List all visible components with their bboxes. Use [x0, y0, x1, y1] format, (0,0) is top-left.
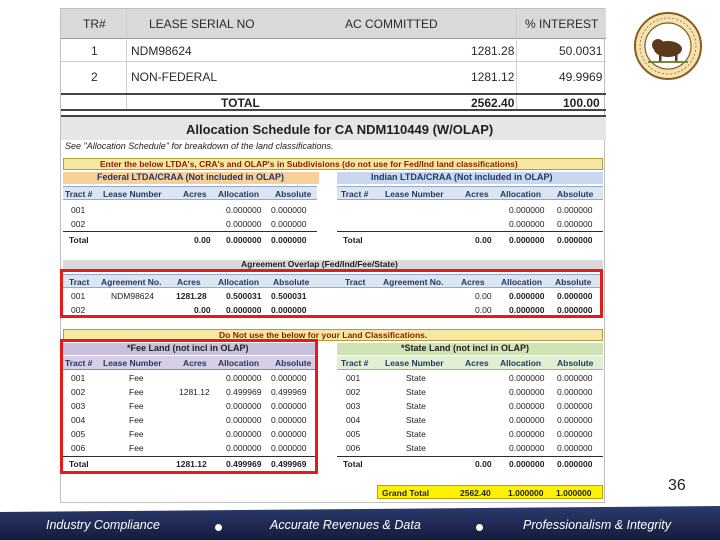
hdr-lease: Lease Number — [103, 189, 162, 199]
federal-title: Federal LTDA/CRAA (Not included in OLAP) — [97, 172, 284, 182]
state-tract: 003 — [346, 401, 361, 411]
fee-lease: Fee — [129, 429, 144, 439]
do-not-use-text: Do Not use the below for your Land Classifications. — [219, 330, 428, 340]
fee-tract: 003 — [71, 401, 86, 411]
state-abs: 0.000000 — [557, 387, 593, 397]
fee-total-acres: 1281.12 — [176, 459, 207, 469]
grand-total-acres: 2562.40 — [460, 488, 491, 498]
allocation-title-bar — [61, 115, 606, 140]
tr-number: 1 — [91, 44, 98, 58]
state-lease: State — [406, 415, 426, 425]
col-lease-serial: LEASE SERIAL NO — [149, 17, 255, 31]
col-pct-interest: % INTEREST — [525, 17, 599, 31]
hdr-allocation: Allocation — [500, 189, 542, 199]
state-total-abs: 0.000000 — [557, 459, 593, 469]
state-lease: State — [406, 373, 426, 383]
overlap-abs: 0.500031 — [271, 291, 307, 301]
total-pct: 100.00 — [563, 96, 600, 110]
overlap-abs: 0.000000 — [557, 305, 593, 315]
state-alloc: 0.000000 — [509, 415, 545, 425]
fee-total-abs: 0.499969 — [271, 459, 307, 469]
hdr-absolute: Absolute — [275, 358, 312, 368]
state-title-band — [337, 343, 603, 355]
instruction-band — [63, 158, 603, 170]
state-tract: 002 — [346, 387, 361, 397]
ac-committed: 1281.28 — [471, 44, 515, 58]
lease-serial: NON-FEDERAL — [131, 70, 218, 84]
federal-total-acres: 0.00 — [194, 235, 211, 245]
ac-committed: 1281.12 — [471, 70, 515, 84]
state-header-row — [337, 356, 603, 370]
grand-total-abs: 1.000000 — [556, 488, 592, 498]
hdr-acres: Acres — [183, 189, 207, 199]
fee-abs: 0.000000 — [271, 429, 307, 439]
hdr-tract: Tract — [345, 277, 366, 287]
indian-alloc: 0.000000 — [509, 205, 545, 215]
overlap-acres: 0.00 — [475, 305, 492, 315]
hdr-allocation: Allocation — [218, 277, 260, 287]
footer-item-compliance: Industry Compliance — [46, 518, 160, 532]
fee-alloc: 0.000000 — [226, 373, 262, 383]
fee-title: *Fee Land (not incl in OLAP) — [127, 343, 249, 353]
overlap-highlight-box — [60, 269, 603, 318]
state-tract: 001 — [346, 373, 361, 383]
overlap-tract: 002 — [71, 305, 86, 315]
hdr-tract: Tract # — [341, 189, 369, 199]
doi-seal-icon — [634, 12, 702, 80]
state-abs: 0.000000 — [557, 415, 593, 425]
hdr-absolute: Absolute — [273, 277, 310, 287]
state-alloc: 0.000000 — [509, 401, 545, 411]
state-abs: 0.000000 — [557, 443, 593, 453]
overlap-acres: 0.00 — [194, 305, 211, 315]
hdr-absolute: Absolute — [557, 358, 594, 368]
federal-tract: 002 — [71, 219, 86, 229]
fee-abs: 0.000000 — [271, 415, 307, 425]
table-row — [61, 39, 606, 62]
fee-lease: Fee — [129, 415, 144, 425]
overlap-tract: 001 — [71, 291, 86, 301]
state-tract: 004 — [346, 415, 361, 425]
fee-lease: Fee — [129, 387, 144, 397]
fee-tract: 004 — [71, 415, 86, 425]
fee-alloc: 0.000000 — [226, 401, 262, 411]
hdr-acres: Acres — [183, 358, 207, 368]
overlap-agreement: NDM98624 — [111, 291, 154, 301]
hdr-acres: Acres — [177, 277, 201, 287]
state-alloc: 0.000000 — [509, 443, 545, 453]
state-alloc: 0.000000 — [509, 387, 545, 397]
state-abs: 0.000000 — [557, 373, 593, 383]
federal-alloc: 0.000000 — [226, 219, 262, 229]
top-total-row — [61, 93, 606, 111]
hdr-lease: Lease Number — [385, 189, 444, 199]
hdr-acres: Acres — [461, 277, 485, 287]
state-lease: State — [406, 429, 426, 439]
hdr-absolute: Absolute — [557, 189, 594, 199]
state-lease: State — [406, 401, 426, 411]
overlap-acres: 0.00 — [475, 291, 492, 301]
federal-abs: 0.000000 — [271, 219, 307, 229]
hdr-tract: Tract — [69, 277, 90, 287]
footer-bar — [0, 506, 720, 540]
state-total-alloc: 0.000000 — [509, 459, 545, 469]
fee-abs: 0.000000 — [271, 443, 307, 453]
federal-tract: 001 — [71, 205, 86, 215]
hdr-tract: Tract # — [65, 358, 93, 368]
table-row — [61, 65, 606, 88]
hdr-absolute: Absolute — [275, 189, 312, 199]
indian-alloc: 0.000000 — [509, 219, 545, 229]
state-title: *State Land (not incl in OLAP) — [401, 343, 529, 353]
hdr-allocation: Allocation — [500, 358, 542, 368]
fee-abs: 0.000000 — [271, 401, 307, 411]
indian-header-row — [337, 186, 603, 200]
indian-total-alloc: 0.000000 — [509, 235, 545, 245]
fee-alloc: 0.000000 — [226, 415, 262, 425]
overlap-abs: 0.000000 — [557, 291, 593, 301]
fee-tract: 005 — [71, 429, 86, 439]
fee-acres: 1281.12 — [179, 387, 210, 397]
indian-total-acres: 0.00 — [475, 235, 492, 245]
overlap-abs: 0.000000 — [271, 305, 307, 315]
hdr-allocation: Allocation — [218, 189, 260, 199]
hdr-allocation: Allocation — [501, 277, 543, 287]
allocation-title: Allocation Schedule for CA NDM110449 (W/OLAP) — [186, 122, 494, 137]
federal-total-label: Total — [69, 235, 89, 245]
grand-total-label: Grand Total — [382, 488, 430, 498]
overlap-alloc: 0.000000 — [509, 291, 545, 301]
indian-title-band — [337, 172, 603, 184]
fee-tract: 001 — [71, 373, 86, 383]
total-ac: 2562.40 — [471, 96, 515, 110]
indian-total-abs: 0.000000 — [557, 235, 593, 245]
state-total-acres: 0.00 — [475, 459, 492, 469]
pct-interest: 49.9969 — [559, 70, 603, 84]
hdr-allocation: Allocation — [218, 358, 260, 368]
fee-tract: 002 — [71, 387, 86, 397]
indian-abs: 0.000000 — [557, 219, 593, 229]
hdr-lease: Lease Number — [103, 358, 162, 368]
fee-alloc: 0.000000 — [226, 443, 262, 453]
indian-title: Indian LTDA/CRAA (Not included in OLAP) — [371, 172, 553, 182]
hdr-agreement: Agreement No. — [101, 277, 162, 287]
footer-bullet — [476, 524, 483, 531]
hdr-agreement: Agreement No. — [383, 277, 444, 287]
federal-title-band — [63, 172, 319, 184]
footer-item-integrity: Professionalism & Integrity — [523, 518, 671, 532]
grand-total-row — [377, 485, 603, 499]
total-label: TOTAL — [221, 96, 260, 110]
col-tr: TR# — [83, 17, 106, 31]
grand-total-alloc: 1.000000 — [508, 488, 544, 498]
col-ac-committed: AC COMMITTED — [345, 17, 438, 31]
overlap-acres: 1281.28 — [176, 291, 207, 301]
federal-alloc: 0.000000 — [226, 205, 262, 215]
state-alloc: 0.000000 — [509, 429, 545, 439]
hdr-acres: Acres — [465, 358, 489, 368]
state-alloc: 0.000000 — [509, 373, 545, 383]
overlap-alloc: 0.500031 — [226, 291, 262, 301]
state-lease: State — [406, 387, 426, 397]
overlap-alloc: 0.000000 — [226, 305, 262, 315]
fee-tract: 006 — [71, 443, 86, 453]
footer-item-revenues: Accurate Revenues & Data — [270, 518, 421, 532]
pct-interest: 50.0031 — [559, 44, 603, 58]
fee-total-label: Total — [69, 459, 89, 469]
federal-total-alloc: 0.000000 — [226, 235, 262, 245]
allocation-note: See "Allocation Schedule" for breakdown of the land classifications. — [65, 141, 334, 151]
fee-alloc: 0.499969 — [226, 387, 262, 397]
indian-abs: 0.000000 — [557, 205, 593, 215]
fee-lease: Fee — [129, 373, 144, 383]
state-tract: 006 — [346, 443, 361, 453]
tr-number: 2 — [91, 70, 98, 84]
hdr-absolute: Absolute — [555, 277, 592, 287]
hdr-tract: Tract # — [65, 189, 93, 199]
hdr-lease: Lease Number — [385, 358, 444, 368]
state-lease: State — [406, 443, 426, 453]
federal-abs: 0.000000 — [271, 205, 307, 215]
state-tract: 005 — [346, 429, 361, 439]
state-total-label: Total — [343, 459, 363, 469]
fee-lease: Fee — [129, 401, 144, 411]
state-abs: 0.000000 — [557, 401, 593, 411]
overlap-alloc: 0.000000 — [509, 305, 545, 315]
lease-serial: NDM98624 — [131, 44, 192, 58]
top-table-header — [61, 9, 606, 39]
hdr-acres: Acres — [465, 189, 489, 199]
fee-abs: 0.499969 — [271, 387, 307, 397]
indian-total-label: Total — [343, 235, 363, 245]
overlap-title: Agreement Overlap (Fed/Ind/Fee/State) — [241, 259, 398, 269]
instruction-text: Enter the below LTDA's, CRA's and OLAP's in Subdivisions (do not use for Fed/Ind land classifications) — [100, 159, 518, 169]
footer-bullet — [215, 524, 222, 531]
fee-total-alloc: 0.499969 — [226, 459, 262, 469]
fee-highlight-box — [60, 339, 318, 474]
federal-total-abs: 0.000000 — [271, 235, 307, 245]
page-number: 36 — [668, 477, 686, 494]
hdr-tract: Tract # — [341, 358, 369, 368]
federal-header-row — [63, 186, 317, 200]
fee-abs: 0.000000 — [271, 373, 307, 383]
fee-lease: Fee — [129, 443, 144, 453]
state-abs: 0.000000 — [557, 429, 593, 439]
fee-alloc: 0.000000 — [226, 429, 262, 439]
